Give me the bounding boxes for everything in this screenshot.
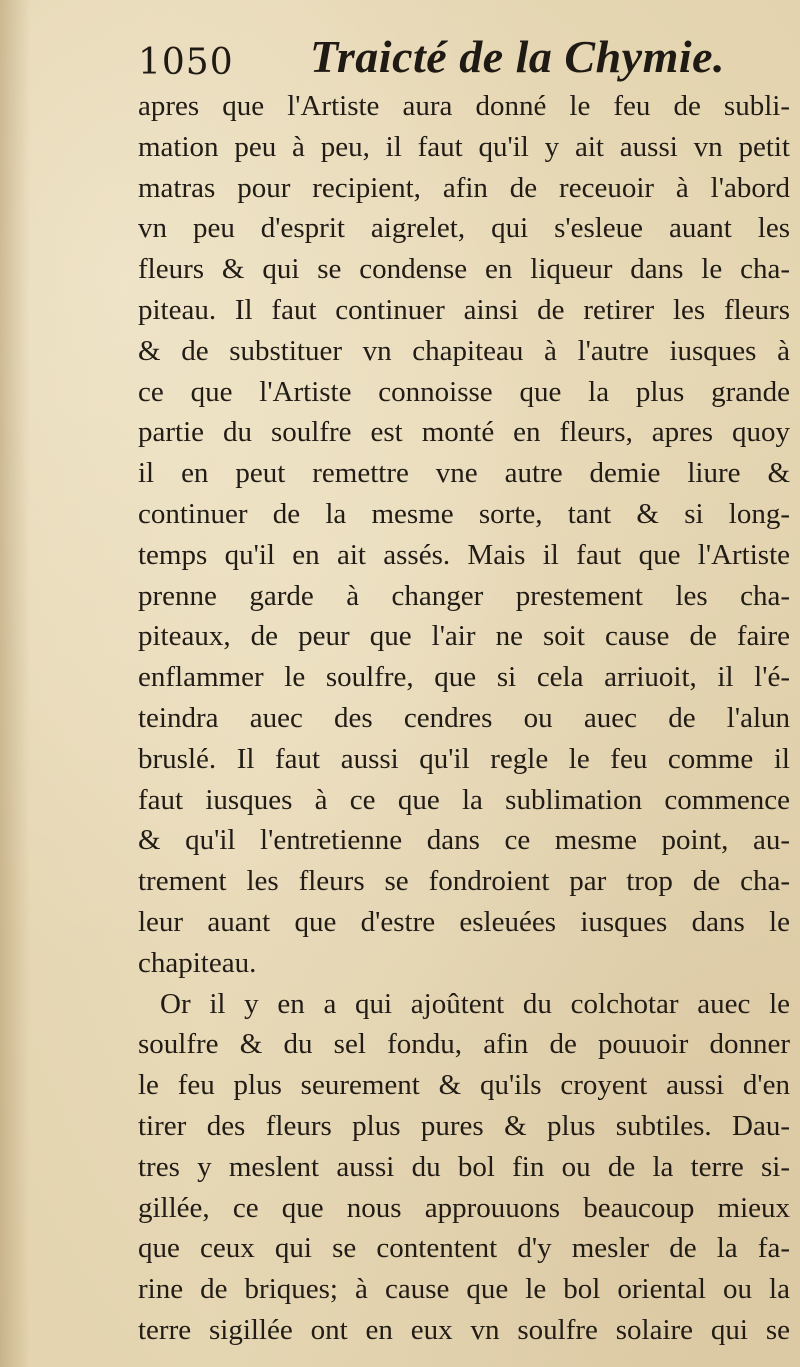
text-line: apres que l'Artiste aura donné le feu de subli- <box>138 90 790 122</box>
text-line: piteau. Il faut continuer ainsi de retirer les fleurs <box>138 293 790 326</box>
text-line: piteaux, de peur que l'air ne soit cause de faire <box>138 620 790 653</box>
text-line: leur auant que d'estre esleuées iusques dans le <box>138 905 790 938</box>
body-text <box>138 86 790 1351</box>
paragraph-end-line: chapiteau. <box>138 946 257 979</box>
text-line: que ceux qui se contentent d'y mesler de la fa- <box>138 1232 790 1265</box>
text-line: faut iusques à ce que la sublimation commence <box>138 783 790 816</box>
text-line: trement les fleurs se fondroient par trop de cha- <box>138 865 790 898</box>
text-line: temps qu'il en ait assés. Mais il faut que l'Artiste <box>138 538 790 571</box>
page-header <box>138 30 778 90</box>
text-line: terre sigillée ont en eux vn soulfre solaire qui se <box>138 1313 790 1346</box>
text-line: mation peu à peu, il faut qu'il y ait aussi vn petit <box>138 130 790 163</box>
text-line: & qu'il l'entretienne dans ce mesme point, au- <box>138 824 790 857</box>
paragraph-start-line: Or il y en a qui ajoûtent du colchotar auec le <box>160 987 790 1020</box>
text-line: le feu plus seurement & qu'ils croyent aussi d'en <box>138 1069 790 1102</box>
text-line: prenne garde à changer prestement les cha- <box>138 579 790 612</box>
text-line: enflammer le soulfre, que si cela arriuoit, il l'é- <box>138 661 790 694</box>
text-line: tirer des fleurs plus pures & plus subtiles. Dau- <box>138 1109 790 1142</box>
page-number: 1050 <box>138 42 234 83</box>
page-gutter-shadow <box>0 0 30 1367</box>
text-line: ce que l'Artiste connoisse que la plus grande <box>138 375 790 408</box>
text-line: gillée, ce que nous approuuons beaucoup mieux <box>138 1191 790 1224</box>
text-line: rine de briques; à cause que le bol oriental ou la <box>138 1273 790 1306</box>
text-line: il en peut remettre vne autre demie liure & <box>138 457 790 490</box>
text-line: matras pour recipient, afin de receuoir à l'abord <box>138 171 790 204</box>
text-line: tres y meslent aussi du bol fin ou de la terre si- <box>138 1150 790 1183</box>
text-line: soulfre & du sel fondu, afin de pouuoir donner <box>138 1028 790 1061</box>
text-line: teindra auec des cendres ou auec de l'alun <box>138 701 790 734</box>
text-line: vn peu d'esprit aigrelet, qui s'esleue auant les <box>138 212 790 245</box>
text-line: bruslé. Il faut aussi qu'il regle le feu comme il <box>138 742 790 775</box>
text-line: continuer de la mesme sorte, tant & si long- <box>138 497 790 530</box>
text-line: & de substituer vn chapiteau à l'autre iusques à <box>138 334 790 367</box>
running-title: Traicté de la Chymie. <box>310 31 726 82</box>
text-line: partie du soulfre est monté en fleurs, apres quoy <box>138 416 790 449</box>
text-line: fleurs & qui se condense en liqueur dans le cha- <box>138 253 790 286</box>
